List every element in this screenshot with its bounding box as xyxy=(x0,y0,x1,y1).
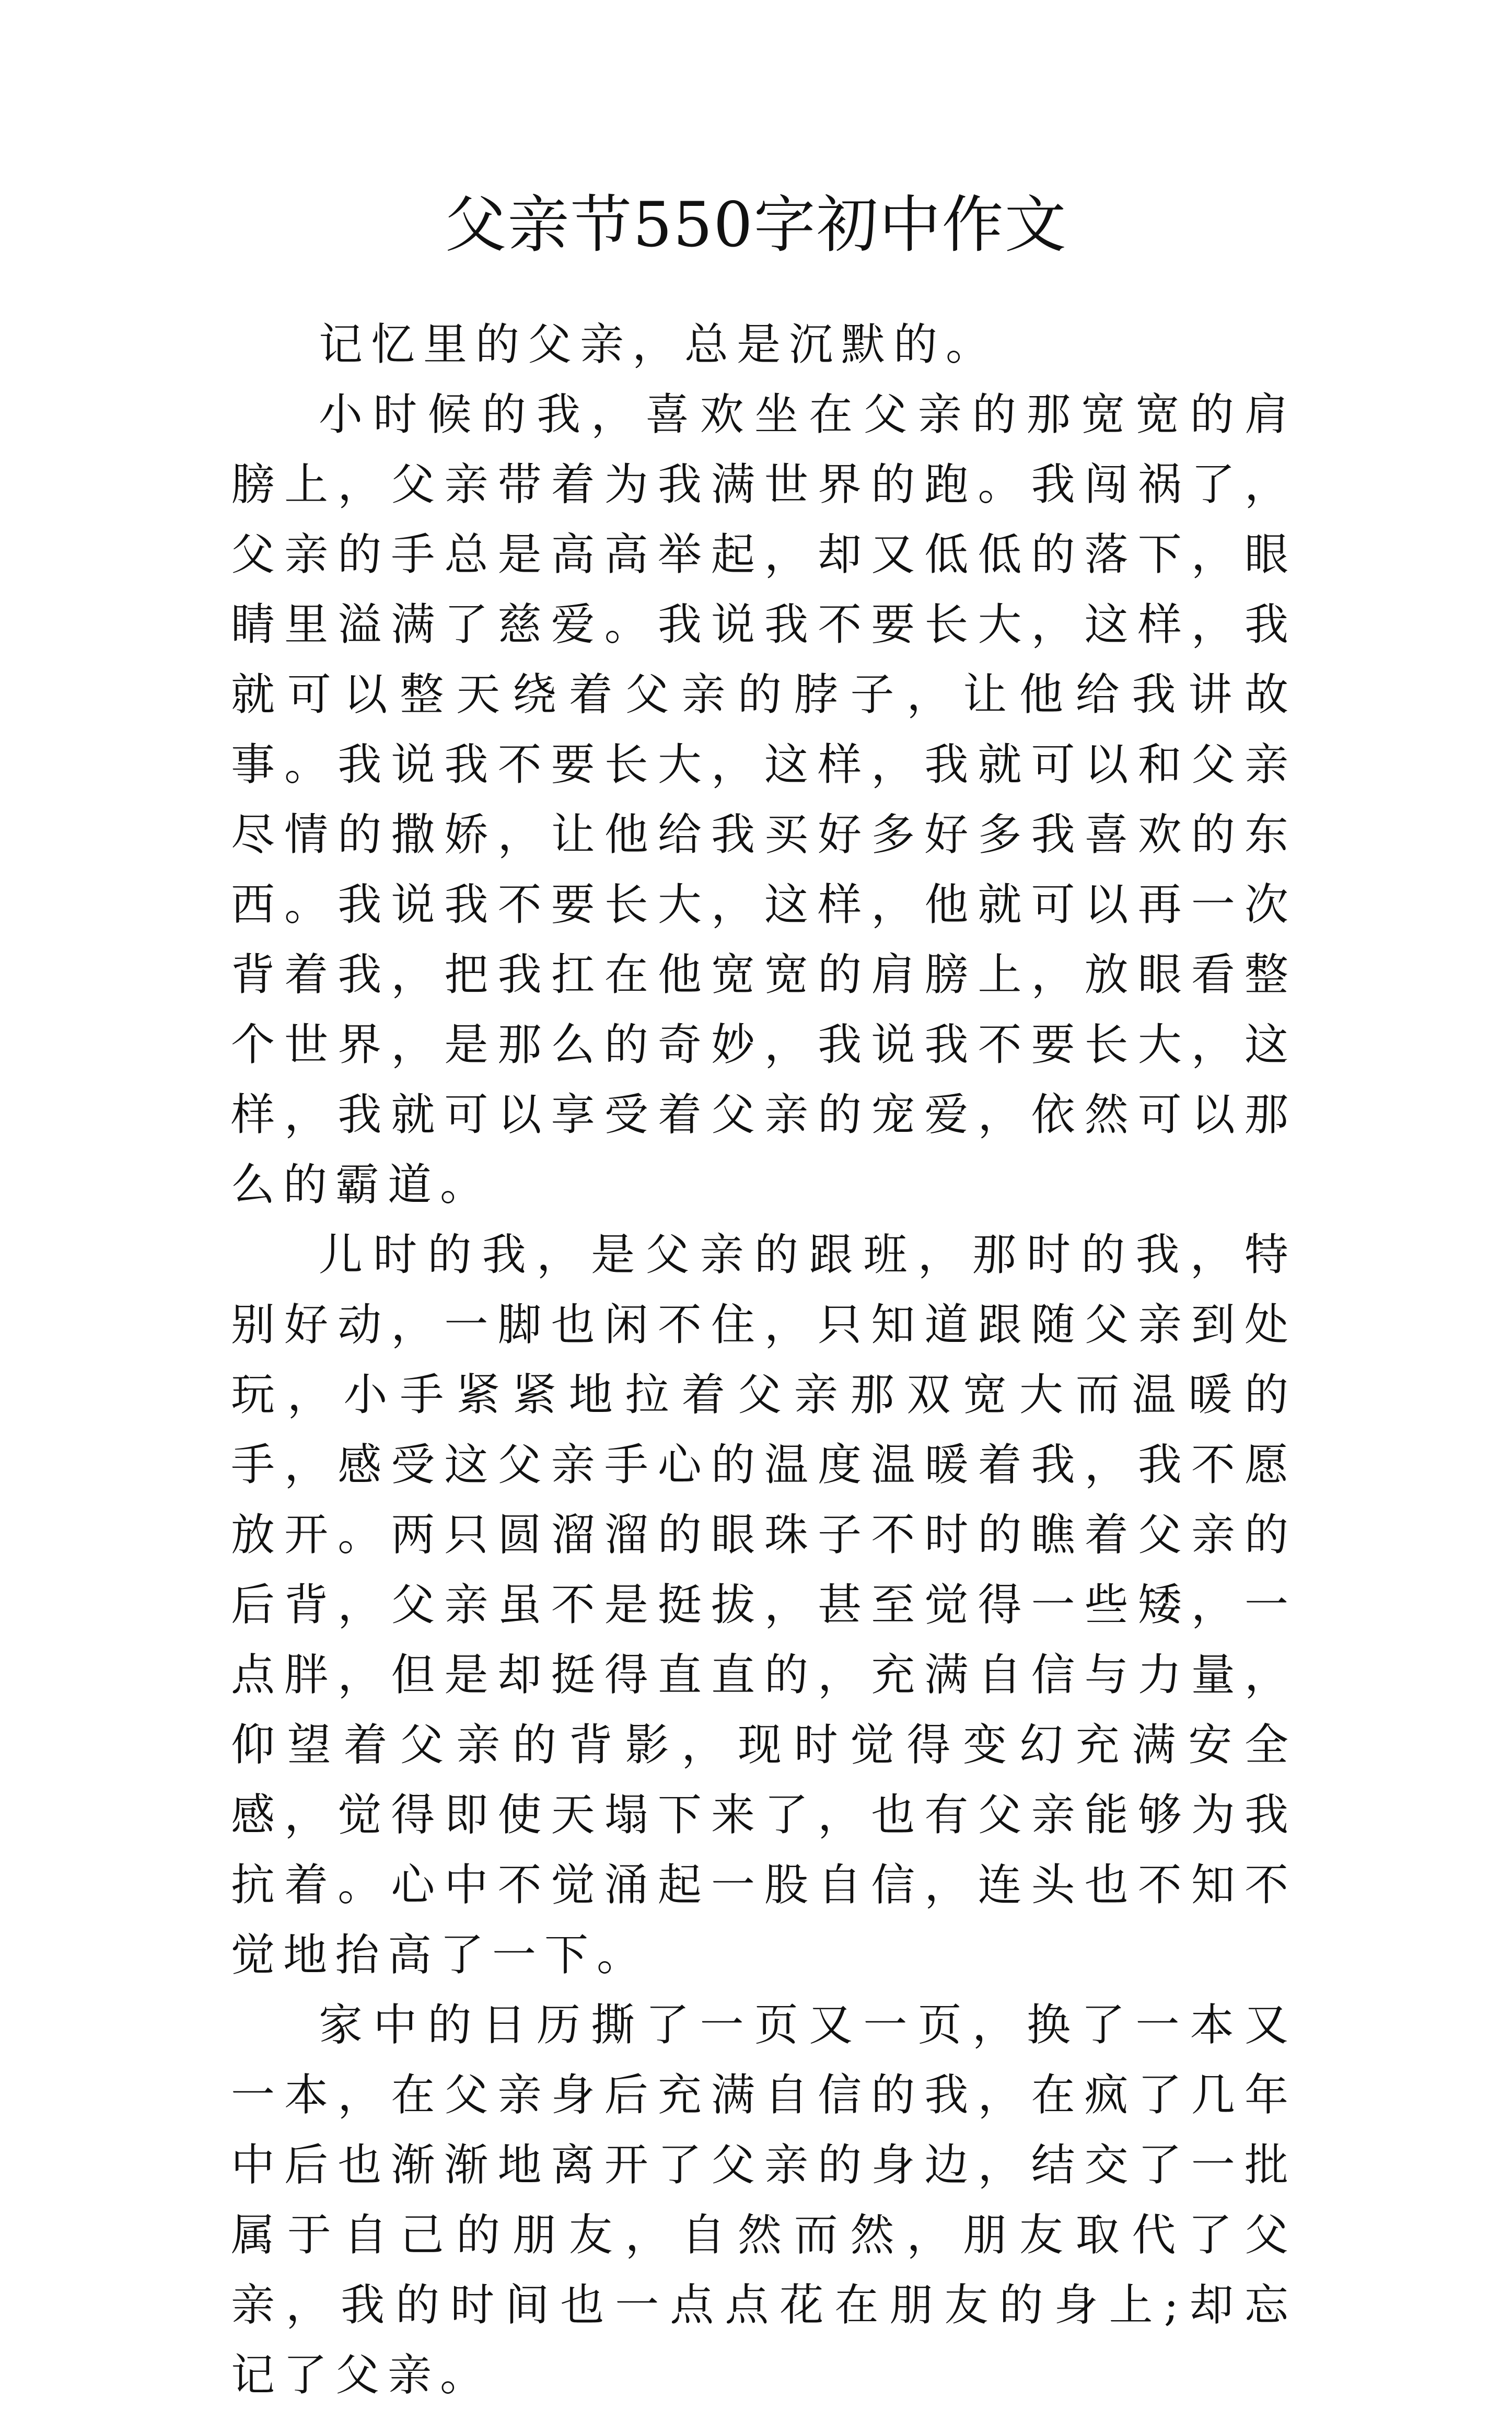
document-title: 父亲节550字初中作文 xyxy=(445,189,1067,261)
paragraph-2: 小时候的我，喜欢坐在父亲的那宽宽的肩膀上，父亲带着为我满世界的跑。我闯祸了，父亲的手总是高高举起，却又低低的落下，眼睛里溢满了慈爱。我说我不要长大，这样，我就可以整天绕着父亲的脖子，让他给我讲故事。我说我不要长大，这样，我就可以和父亲尽情的撒娇，让他给我买好多好多我喜欢的东西。我说我不要长大，这样，他就可以再一次背着我，把我扛在他宽宽的肩膀上，放眼看整个世界，是那么的奇妙，我说我不要长大，这样，我就可以享受着父亲的宠爱，依然可以那么的霸道。 xyxy=(231,389,1297,1210)
document-body xyxy=(231,309,1297,2410)
paragraph-4: 家中的日历撕了一页又一页，换了一本又一本，在父亲身后充满自信的我，在疯了几年中后也渐渐地离开了父亲的身边，结交了一批属于自己的朋友，自然而然，朋友取代了父亲，我的时间也一点点花在朋友的身上;却忘记了父亲。 xyxy=(231,1999,1297,2401)
paragraph-3: 儿时的我，是父亲的跟班，那时的我，特别好动，一脚也闲不住，只知道跟随父亲到处玩，小手紧紧地拉着父亲那双宽大而温暖的手，感受这父亲手心的温度温暖着我，我不愿放开。两只圆溜溜的眼珠子不时的瞧着父亲的后背，父亲虽不是挺拔，甚至觉得一些矮，一点胖，但是却挺得直直的，充满自信与力量，仰望着父亲的背影，现时觉得变幻充满安全感，觉得即使天塌下来了，也有父亲能够为我抗着。心中不觉涌起一股自信，连头也不知不觉地抬高了一下。 xyxy=(231,1229,1297,1980)
paragraph-1: 记忆里的父亲，总是沉默的。 xyxy=(319,319,998,370)
